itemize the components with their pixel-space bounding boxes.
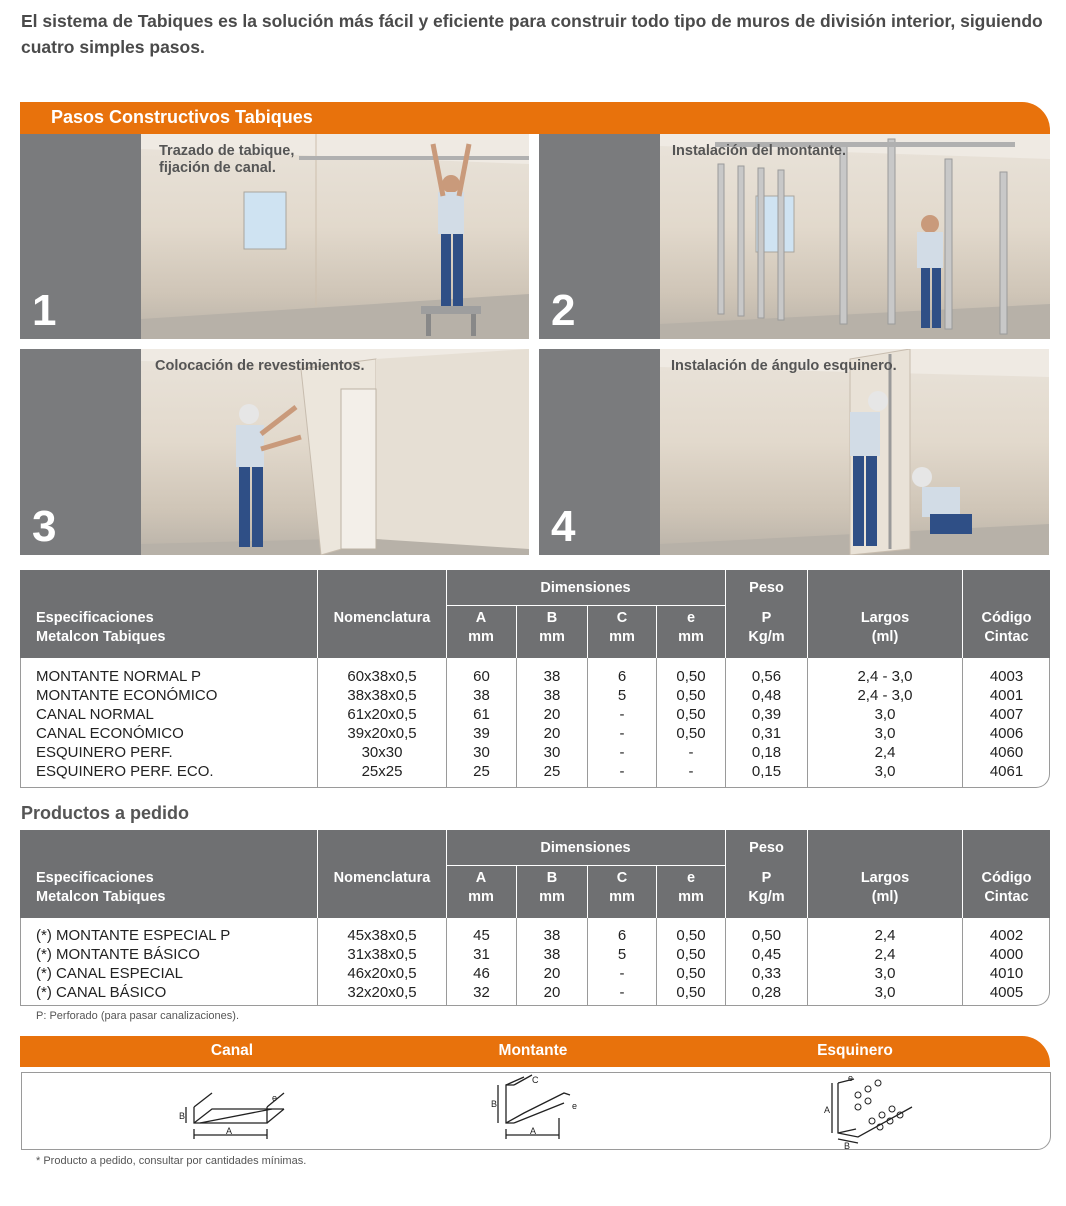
- header-dimensiones: Dimensiones: [540, 580, 631, 596]
- cell-largos: 3,0: [874, 763, 896, 780]
- cell-a: 25: [473, 763, 490, 780]
- header-b: B mm: [539, 610, 565, 645]
- cell-p: 0,45: [751, 946, 782, 963]
- cell-largos: 3,0: [874, 725, 896, 742]
- header-spec: Especificaciones Metalcon Tabiques: [36, 610, 166, 645]
- profiles-title-bar: [20, 1036, 1050, 1067]
- specs-table-body: [20, 658, 1050, 788]
- cell-c: -: [619, 706, 625, 723]
- table-row: [21, 926, 1051, 945]
- cell-largos: 2,4: [874, 946, 896, 963]
- cell-a: 39: [473, 725, 490, 742]
- steps-title: Pasos Constructivos Tabiques: [51, 107, 313, 127]
- step-4-caption: Instalación de ángulo esquinero.: [671, 358, 897, 374]
- cell-spec: MONTANTE ECONÓMICO: [36, 687, 218, 704]
- cell-e: 0,50: [676, 668, 706, 685]
- cell-e: 0,50: [676, 984, 706, 1001]
- cell-codigo: 4007: [989, 706, 1024, 723]
- note-perforado: P: Perforado (para pasar canalizaciones).: [36, 1010, 239, 1022]
- cell-a: 60: [473, 668, 490, 685]
- cell-p: 0,15: [751, 763, 782, 780]
- header-peso: Peso: [749, 840, 784, 856]
- cell-a: 32: [473, 984, 490, 1001]
- header-b: B mm: [539, 870, 565, 905]
- cell-nom: 30x30: [361, 744, 403, 761]
- svg-text:A: A: [824, 1105, 831, 1115]
- cell-b: 30: [543, 744, 561, 761]
- profile-label-esquinero: Esquinero: [817, 1042, 893, 1059]
- svg-text:e: e: [848, 1073, 854, 1083]
- header-a: A mm: [468, 610, 494, 645]
- cell-p: 0,33: [751, 965, 782, 982]
- table-row: [21, 762, 1051, 781]
- header-dimensiones: Dimensiones: [540, 840, 631, 856]
- cell-b: 38: [543, 946, 561, 963]
- cell-nom: 46x20x0,5: [347, 965, 417, 982]
- footnote: * Producto a pedido, consultar por cantidades mínimas.: [36, 1155, 307, 1167]
- svg-text:A: A: [226, 1126, 233, 1136]
- step-3-photo: [141, 349, 529, 555]
- cell-nom: 39x20x0,5: [347, 725, 417, 742]
- cell-p: 0,48: [751, 687, 782, 704]
- cell-c: -: [619, 763, 625, 780]
- header-largos: Largos (ml): [860, 870, 910, 905]
- cell-nom: 31x38x0,5: [347, 946, 417, 963]
- cell-codigo: 4060: [989, 744, 1024, 761]
- step-4-number: 4: [551, 502, 576, 551]
- cell-codigo: 4006: [989, 725, 1024, 742]
- cell-b: 38: [543, 687, 561, 704]
- cell-nom: 60x38x0,5: [347, 668, 417, 685]
- step-1-panel: [20, 134, 529, 339]
- step-3-panel: [20, 349, 529, 555]
- profile-label-montante: Montante: [498, 1042, 568, 1059]
- cell-largos: 3,0: [874, 706, 896, 723]
- cell-c: 5: [617, 946, 627, 963]
- table-row: [21, 667, 1051, 686]
- cell-a: 38: [473, 687, 490, 704]
- step-4-panel: [539, 349, 1049, 555]
- cell-spec: CANAL ECONÓMICO: [36, 725, 184, 742]
- step-2-photo: [660, 134, 1050, 339]
- montante-profile-drawing: [484, 1073, 594, 1149]
- cell-b: 20: [543, 984, 561, 1001]
- cell-largos: 2,4: [874, 927, 896, 944]
- cell-spec: (*) CANAL ESPECIAL: [36, 965, 183, 982]
- cell-codigo: 4001: [989, 687, 1024, 704]
- cell-largos: 2,4 - 3,0: [857, 668, 913, 685]
- cell-e: -: [688, 763, 694, 780]
- cell-nom: 32x20x0,5: [347, 984, 417, 1001]
- step-1-number: 1: [32, 286, 57, 335]
- cell-codigo: 4061: [989, 763, 1024, 780]
- cell-codigo: 4002: [989, 927, 1024, 944]
- header-e: e mm: [678, 610, 704, 645]
- cell-largos: 2,4 - 3,0: [857, 687, 913, 704]
- header-spec: Especificaciones Metalcon Tabiques: [36, 870, 166, 905]
- step-2-number: 2: [551, 286, 576, 335]
- header-c: C mm: [609, 610, 635, 645]
- special-order-table: [20, 830, 1050, 1006]
- header-p: P Kg/m: [748, 610, 785, 645]
- svg-text:B: B: [844, 1141, 851, 1149]
- header-p: P Kg/m: [748, 870, 785, 905]
- header-largos: Largos (ml): [860, 610, 910, 645]
- header-c: C mm: [609, 870, 635, 905]
- cell-a: 30: [473, 744, 490, 761]
- profile-label-canal: Canal: [210, 1042, 254, 1059]
- cell-b: 38: [543, 668, 561, 685]
- svg-text:e: e: [572, 1101, 578, 1111]
- cell-c: -: [619, 984, 625, 1001]
- cell-e: 0,50: [676, 927, 706, 944]
- cell-p: 0,56: [751, 668, 782, 685]
- canal-profile-drawing: [172, 1073, 302, 1149]
- intro-text: El sistema de Tabiques es la solución más fácil y eficiente para construir todo tipo de muros de división interior, siguiendo cuatro simples pasos.: [21, 11, 1043, 57]
- cell-c: 6: [617, 668, 627, 685]
- cell-e: 0,50: [676, 946, 706, 963]
- header-codigo: Código Cintac: [981, 870, 1032, 905]
- step-2-caption: Instalación del montante.: [672, 143, 847, 159]
- cell-c: 6: [617, 927, 627, 944]
- cell-e: 0,50: [676, 687, 706, 704]
- cell-b: 25: [543, 763, 561, 780]
- cell-largos: 3,0: [874, 984, 896, 1001]
- table-row: [21, 686, 1051, 705]
- cell-nom: 25x25: [361, 763, 403, 780]
- svg-text:B: B: [491, 1099, 498, 1109]
- cell-codigo: 4010: [989, 965, 1024, 982]
- cell-a: 46: [473, 965, 490, 982]
- step-3-caption: Colocación de revestimientos.: [155, 358, 365, 374]
- step-4-photo: [660, 349, 1049, 555]
- cell-nom: 61x20x0,5: [347, 706, 417, 723]
- step-2-panel: [539, 134, 1050, 339]
- table-row: [21, 964, 1051, 983]
- cell-spec: (*) MONTANTE BÁSICO: [36, 946, 200, 963]
- subtitle-productos-a-pedido: Productos a pedido: [21, 803, 190, 823]
- specs-table-header: [20, 570, 1050, 658]
- cell-b: 38: [543, 927, 561, 944]
- cell-a: 31: [473, 946, 490, 963]
- cell-c: -: [619, 725, 625, 742]
- cell-c: -: [619, 965, 625, 982]
- profiles-diagram-box: [21, 1072, 1051, 1150]
- table-row: [21, 743, 1051, 762]
- cell-codigo: 4005: [989, 984, 1024, 1001]
- cell-e: 0,50: [676, 725, 706, 742]
- svg-text:e: e: [272, 1093, 278, 1103]
- cell-codigo: 4003: [989, 668, 1024, 685]
- cell-spec: (*) MONTANTE ESPECIAL P: [36, 927, 231, 944]
- cell-p: 0,28: [751, 984, 782, 1001]
- cell-spec: (*) CANAL BÁSICO: [36, 984, 167, 1001]
- table-row: [21, 724, 1051, 743]
- cell-codigo: 4000: [989, 946, 1024, 963]
- step-1-caption: Trazado de tabique, fijación de canal.: [159, 143, 295, 176]
- esquinero-profile-drawing: [818, 1073, 928, 1149]
- header-a: A mm: [468, 870, 494, 905]
- svg-text:C: C: [532, 1075, 539, 1085]
- cell-p: 0,50: [751, 927, 782, 944]
- header-peso: Peso: [749, 580, 784, 596]
- cell-b: 20: [543, 965, 561, 982]
- cell-p: 0,18: [751, 744, 782, 761]
- table-row: [21, 945, 1051, 964]
- cell-e: 0,50: [676, 965, 706, 982]
- header-nomenclatura: Nomenclatura: [333, 870, 431, 886]
- special-order-table-body: [20, 918, 1050, 1006]
- table-row: [21, 705, 1051, 724]
- cell-spec: CANAL NORMAL: [36, 706, 154, 723]
- cell-c: 5: [617, 687, 627, 704]
- svg-text:A: A: [530, 1126, 537, 1136]
- cell-e: -: [688, 744, 694, 761]
- cell-b: 20: [543, 725, 561, 742]
- svg-text:B: B: [179, 1111, 186, 1121]
- cell-e: 0,50: [676, 706, 706, 723]
- cell-b: 20: [543, 706, 561, 723]
- cell-a: 45: [473, 927, 490, 944]
- step-3-number: 3: [32, 502, 57, 551]
- cell-a: 61: [473, 706, 490, 723]
- header-codigo: Código Cintac: [981, 610, 1032, 645]
- cell-c: -: [619, 744, 625, 761]
- special-order-table-header: [20, 830, 1050, 918]
- header-e: e mm: [678, 870, 704, 905]
- cell-nom: 45x38x0,5: [347, 927, 417, 944]
- steps-title-bar: [20, 102, 1050, 134]
- cell-nom: 38x38x0,5: [347, 687, 417, 704]
- specs-table: [20, 570, 1050, 788]
- cell-spec: MONTANTE NORMAL P: [36, 668, 202, 685]
- cell-largos: 2,4: [874, 744, 896, 761]
- cell-p: 0,39: [751, 706, 782, 723]
- cell-p: 0,31: [751, 725, 782, 742]
- cell-largos: 3,0: [874, 965, 896, 982]
- header-nomenclatura: Nomenclatura: [333, 610, 431, 626]
- cell-spec: ESQUINERO PERF.: [36, 744, 173, 761]
- table-row: [21, 983, 1051, 1002]
- cell-spec: ESQUINERO PERF. ECO.: [36, 763, 214, 780]
